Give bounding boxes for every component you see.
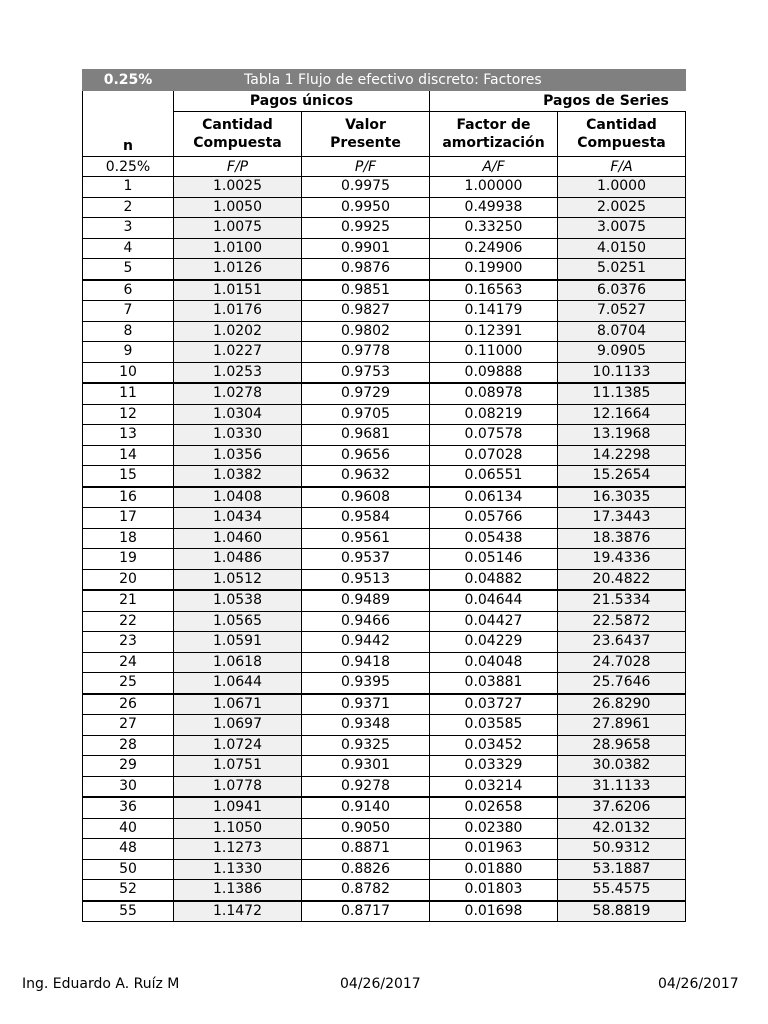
cell-pf: 0.9901: [302, 238, 430, 259]
cell-fa: 28.9658: [558, 735, 686, 756]
cell-af: 0.49938: [430, 197, 558, 218]
cell-pf: 0.9778: [302, 342, 430, 363]
cell-n: 28: [83, 735, 174, 756]
cell-n: 1: [83, 177, 174, 198]
cell-fp: 1.0356: [174, 445, 302, 466]
cell-fa: 14.2298: [558, 445, 686, 466]
cell-fp: 1.0591: [174, 632, 302, 653]
cell-cut-off: [686, 632, 687, 653]
cell-fp: 1.0778: [174, 776, 302, 797]
cell-fp: 1.1050: [174, 818, 302, 839]
cell-af: 0.05766: [430, 508, 558, 529]
cell-cut-off: [686, 177, 687, 198]
cell-fa: 10.1133: [558, 362, 686, 383]
symbol-af: A/F: [430, 157, 558, 177]
factor-table: [82, 69, 686, 922]
cell-pf: 0.9278: [302, 776, 430, 797]
cell-fp: 1.0253: [174, 362, 302, 383]
cell-af: 0.07578: [430, 425, 558, 446]
cell-af: 0.01803: [430, 880, 558, 901]
cell-n: 21: [83, 590, 174, 611]
cell-fp: 1.0434: [174, 508, 302, 529]
table-row: [83, 611, 687, 632]
cell-pf: 0.9876: [302, 259, 430, 280]
cell-n: 26: [83, 694, 174, 715]
cell-fp: 1.0075: [174, 218, 302, 239]
cell-pf: 0.9418: [302, 652, 430, 673]
group-single-payments: Pagos únicos: [174, 91, 430, 112]
cell-fp: 1.0227: [174, 342, 302, 363]
cell-n: 12: [83, 404, 174, 425]
cell-fa: 31.1133: [558, 776, 686, 797]
cell-fp: 1.0050: [174, 197, 302, 218]
group-header-row: [83, 91, 687, 112]
cell-af: 0.14179: [430, 301, 558, 322]
footer-date-center: 04/26/2017: [340, 976, 421, 992]
label-cut-off: [686, 112, 687, 157]
table-row: [83, 694, 687, 715]
cell-cut-off: [686, 673, 687, 694]
table-row: [83, 197, 687, 218]
cell-fa: 37.6206: [558, 797, 686, 818]
cell-fa: 7.0527: [558, 301, 686, 322]
factor-table-sheet: [82, 69, 686, 931]
cell-n: 2: [83, 197, 174, 218]
cell-af: 0.04882: [430, 569, 558, 590]
cell-pf: 0.9925: [302, 218, 430, 239]
cell-cut-off: [686, 404, 687, 425]
cell-fa: 27.8961: [558, 715, 686, 736]
label-compound-amount-single: Cantidad Compuesta: [174, 112, 302, 157]
cell-fp: 1.0538: [174, 590, 302, 611]
cell-pf: 0.9050: [302, 818, 430, 839]
cell-fp: 1.1472: [174, 901, 302, 922]
table-title: Tabla 1 Flujo de efectivo discreto: Factores: [174, 70, 687, 91]
cell-fp: 1.0382: [174, 466, 302, 487]
table-row: [83, 445, 687, 466]
cell-fp: 1.0126: [174, 259, 302, 280]
table-row: [83, 756, 687, 777]
cell-pf: 0.9301: [302, 756, 430, 777]
cell-fp: 1.0565: [174, 611, 302, 632]
cell-af: 0.02380: [430, 818, 558, 839]
table-row: [83, 342, 687, 363]
cell-n: 4: [83, 238, 174, 259]
table-row: [83, 259, 687, 280]
cell-pf: 0.9325: [302, 735, 430, 756]
cell-pf: 0.9442: [302, 632, 430, 653]
cell-n: 15: [83, 466, 174, 487]
cell-fp: 1.0151: [174, 280, 302, 301]
table-row: [83, 797, 687, 818]
symbol-cut-off: [686, 157, 687, 177]
cell-af: 0.12391: [430, 321, 558, 342]
cell-n: 16: [83, 487, 174, 508]
cell-cut-off: [686, 569, 687, 590]
cell-fp: 1.0304: [174, 404, 302, 425]
cell-af: 0.08978: [430, 383, 558, 404]
cell-fp: 1.1386: [174, 880, 302, 901]
table-row: [83, 425, 687, 446]
cell-cut-off: [686, 528, 687, 549]
cell-af: 0.09888: [430, 362, 558, 383]
cell-cut-off: [686, 487, 687, 508]
cell-fa: 58.8819: [558, 901, 686, 922]
cell-n: 19: [83, 549, 174, 570]
column-n-header: n: [83, 91, 174, 157]
cell-pf: 0.9950: [302, 197, 430, 218]
cell-af: 0.03585: [430, 715, 558, 736]
cell-n: 23: [83, 632, 174, 653]
cell-cut-off: [686, 425, 687, 446]
cell-fa: 9.0905: [558, 342, 686, 363]
cell-fa: 15.2654: [558, 466, 686, 487]
interest-rate: 0.25%: [83, 70, 174, 91]
cell-cut-off: [686, 280, 687, 301]
cell-n: 48: [83, 839, 174, 860]
cell-af: 1.00000: [430, 177, 558, 198]
cell-af: 0.05438: [430, 528, 558, 549]
cell-fa: 8.0704: [558, 321, 686, 342]
cell-pf: 0.9395: [302, 673, 430, 694]
cell-n: 55: [83, 901, 174, 922]
cell-fa: 25.7646: [558, 673, 686, 694]
cell-pf: 0.9656: [302, 445, 430, 466]
cell-af: 0.03727: [430, 694, 558, 715]
cell-n: 30: [83, 776, 174, 797]
cell-n: 24: [83, 652, 174, 673]
cell-fa: 22.5872: [558, 611, 686, 632]
cell-pf: 0.9371: [302, 694, 430, 715]
table-row: [83, 652, 687, 673]
cell-n: 5: [83, 259, 174, 280]
cell-fp: 1.0202: [174, 321, 302, 342]
cell-fa: 16.3035: [558, 487, 686, 508]
cell-pf: 0.9705: [302, 404, 430, 425]
table-row: [83, 818, 687, 839]
cell-pf: 0.9466: [302, 611, 430, 632]
cell-cut-off: [686, 818, 687, 839]
cell-af: 0.06551: [430, 466, 558, 487]
cell-fp: 1.1273: [174, 839, 302, 860]
cell-pf: 0.9513: [302, 569, 430, 590]
cell-n: 36: [83, 797, 174, 818]
cell-af: 0.04048: [430, 652, 558, 673]
cell-fa: 26.8290: [558, 694, 686, 715]
cell-fa: 13.1968: [558, 425, 686, 446]
cell-fp: 1.0486: [174, 549, 302, 570]
cell-pf: 0.9802: [302, 321, 430, 342]
cell-fa: 55.4575: [558, 880, 686, 901]
table-row: [83, 901, 687, 922]
symbol-pf: P/F: [302, 157, 430, 177]
cell-cut-off: [686, 321, 687, 342]
table-row: [83, 590, 687, 611]
table-row: [83, 321, 687, 342]
table-row: [83, 673, 687, 694]
cell-n: 18: [83, 528, 174, 549]
cell-cut-off: [686, 362, 687, 383]
cell-n: 27: [83, 715, 174, 736]
footer-author: Ing. Eduardo A. Ruíz M: [22, 976, 180, 992]
cell-af: 0.07028: [430, 445, 558, 466]
table-row: [83, 177, 687, 198]
cell-n: 20: [83, 569, 174, 590]
cell-fp: 1.0512: [174, 569, 302, 590]
cell-n: 3: [83, 218, 174, 239]
cell-af: 0.19900: [430, 259, 558, 280]
cell-fa: 50.9312: [558, 839, 686, 860]
cell-fa: 5.0251: [558, 259, 686, 280]
table-body: [83, 177, 687, 922]
cell-cut-off: [686, 839, 687, 860]
cell-fp: 1.0330: [174, 425, 302, 446]
cell-fa: 4.0150: [558, 238, 686, 259]
cell-cut-off: [686, 342, 687, 363]
cell-af: 0.24906: [430, 238, 558, 259]
cell-af: 0.05146: [430, 549, 558, 570]
cell-cut-off: [686, 259, 687, 280]
cell-cut-off: [686, 611, 687, 632]
cell-pf: 0.9140: [302, 797, 430, 818]
cell-cut-off: [686, 735, 687, 756]
cell-cut-off: [686, 238, 687, 259]
cell-af: 0.08219: [430, 404, 558, 425]
cell-pf: 0.9681: [302, 425, 430, 446]
cell-fp: 1.0100: [174, 238, 302, 259]
footer-date-right: 04/26/2017: [658, 976, 739, 992]
cell-cut-off: [686, 756, 687, 777]
cell-af: 0.01698: [430, 901, 558, 922]
table-row: [83, 362, 687, 383]
cell-cut-off: [686, 694, 687, 715]
table-row: [83, 880, 687, 901]
cell-n: 40: [83, 818, 174, 839]
cell-fp: 1.0644: [174, 673, 302, 694]
symbol-rate: 0.25%: [83, 157, 174, 177]
table-row: [83, 238, 687, 259]
table-row: [83, 735, 687, 756]
cell-n: 7: [83, 301, 174, 322]
cell-af: 0.33250: [430, 218, 558, 239]
cell-fp: 1.1330: [174, 859, 302, 880]
cell-fa: 12.1664: [558, 404, 686, 425]
cell-n: 8: [83, 321, 174, 342]
table-row: [83, 218, 687, 239]
symbol-fp: F/P: [174, 157, 302, 177]
cell-pf: 0.9608: [302, 487, 430, 508]
table-row: [83, 569, 687, 590]
cell-fa: 2.0025: [558, 197, 686, 218]
cell-n: 11: [83, 383, 174, 404]
table-row: [83, 404, 687, 425]
cell-pf: 0.9753: [302, 362, 430, 383]
cell-af: 0.04229: [430, 632, 558, 653]
cell-n: 29: [83, 756, 174, 777]
cell-n: 13: [83, 425, 174, 446]
table-row: [83, 859, 687, 880]
table-row: [83, 301, 687, 322]
table-row: [83, 280, 687, 301]
cell-pf: 0.9975: [302, 177, 430, 198]
cell-cut-off: [686, 383, 687, 404]
group-series-payments: Pagos de Series: [430, 91, 687, 112]
cell-fa: 3.0075: [558, 218, 686, 239]
cell-cut-off: [686, 880, 687, 901]
cell-cut-off: [686, 549, 687, 570]
cell-af: 0.04644: [430, 590, 558, 611]
table-row: [83, 487, 687, 508]
cell-fa: 17.3443: [558, 508, 686, 529]
cell-fp: 1.0408: [174, 487, 302, 508]
cell-pf: 0.8782: [302, 880, 430, 901]
cell-pf: 0.8717: [302, 901, 430, 922]
cell-fp: 1.0751: [174, 756, 302, 777]
table-row: [83, 715, 687, 736]
cell-fp: 1.0278: [174, 383, 302, 404]
cell-af: 0.06134: [430, 487, 558, 508]
cell-af: 0.16563: [430, 280, 558, 301]
cell-af: 0.03452: [430, 735, 558, 756]
cell-fp: 1.0724: [174, 735, 302, 756]
cell-n: 50: [83, 859, 174, 880]
cell-af: 0.03329: [430, 756, 558, 777]
cell-cut-off: [686, 652, 687, 673]
cell-fp: 1.0697: [174, 715, 302, 736]
cell-fa: 20.4822: [558, 569, 686, 590]
cell-n: 25: [83, 673, 174, 694]
cell-fa: 23.6437: [558, 632, 686, 653]
table-row: [83, 466, 687, 487]
symbol-row: [83, 157, 687, 177]
cell-fp: 1.0025: [174, 177, 302, 198]
cell-cut-off: [686, 901, 687, 922]
cell-af: 0.01880: [430, 859, 558, 880]
cell-fp: 1.0671: [174, 694, 302, 715]
cell-pf: 0.9851: [302, 280, 430, 301]
cell-cut-off: [686, 715, 687, 736]
cell-af: 0.01963: [430, 839, 558, 860]
table-row: [83, 632, 687, 653]
cell-pf: 0.8826: [302, 859, 430, 880]
cell-fa: 19.4336: [558, 549, 686, 570]
table-row: [83, 776, 687, 797]
cell-fa: 21.5334: [558, 590, 686, 611]
cell-pf: 0.9827: [302, 301, 430, 322]
cell-pf: 0.9729: [302, 383, 430, 404]
cell-pf: 0.9489: [302, 590, 430, 611]
cell-fa: 1.0000: [558, 177, 686, 198]
cell-af: 0.11000: [430, 342, 558, 363]
cell-fa: 30.0382: [558, 756, 686, 777]
cell-pf: 0.9537: [302, 549, 430, 570]
cell-af: 0.04427: [430, 611, 558, 632]
column-label-row: [83, 112, 687, 157]
cell-fp: 1.0460: [174, 528, 302, 549]
table-row: [83, 528, 687, 549]
cell-pf: 0.9348: [302, 715, 430, 736]
cell-fp: 1.0941: [174, 797, 302, 818]
cell-n: 14: [83, 445, 174, 466]
cell-cut-off: [686, 508, 687, 529]
cell-cut-off: [686, 466, 687, 487]
label-compound-amount-series: Cantidad Compuesta: [558, 112, 686, 157]
cell-af: 0.03214: [430, 776, 558, 797]
cell-fa: 42.0132: [558, 818, 686, 839]
cell-cut-off: [686, 197, 687, 218]
cell-af: 0.03881: [430, 673, 558, 694]
cell-fa: 18.3876: [558, 528, 686, 549]
table-row: [83, 383, 687, 404]
cell-fa: 53.1887: [558, 859, 686, 880]
cell-fa: 6.0376: [558, 280, 686, 301]
cell-pf: 0.9632: [302, 466, 430, 487]
label-present-value: Valor Presente: [302, 112, 430, 157]
symbol-fa: F/A: [558, 157, 686, 177]
cell-n: 10: [83, 362, 174, 383]
cell-pf: 0.9584: [302, 508, 430, 529]
cell-n: 6: [83, 280, 174, 301]
cell-fa: 11.1385: [558, 383, 686, 404]
cell-n: 9: [83, 342, 174, 363]
cell-af: 0.02658: [430, 797, 558, 818]
cell-fa: 24.7028: [558, 652, 686, 673]
cell-cut-off: [686, 776, 687, 797]
cell-n: 17: [83, 508, 174, 529]
cell-cut-off: [686, 797, 687, 818]
table-row: [83, 508, 687, 529]
cell-cut-off: [686, 859, 687, 880]
cell-cut-off: [686, 218, 687, 239]
label-sinking-fund: Factor de amortización: [430, 112, 558, 157]
cell-pf: 0.9561: [302, 528, 430, 549]
cell-n: 22: [83, 611, 174, 632]
cell-pf: 0.8871: [302, 839, 430, 860]
cell-cut-off: [686, 301, 687, 322]
cell-n: 52: [83, 880, 174, 901]
cell-fp: 1.0618: [174, 652, 302, 673]
table-row: [83, 839, 687, 860]
table-title-row: [83, 70, 687, 91]
cell-cut-off: [686, 445, 687, 466]
table-row: [83, 549, 687, 570]
cell-fp: 1.0176: [174, 301, 302, 322]
cell-cut-off: [686, 590, 687, 611]
